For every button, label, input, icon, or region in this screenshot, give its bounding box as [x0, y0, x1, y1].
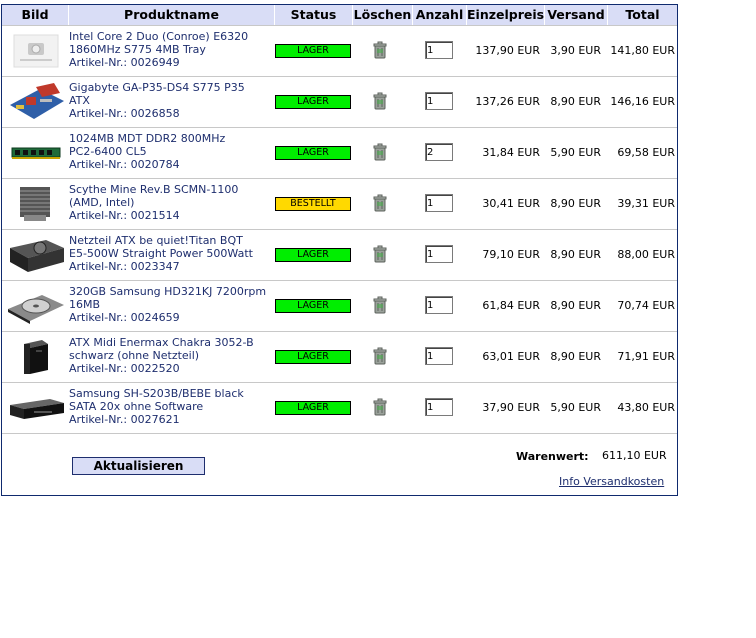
article-number: Artikel-Nr.: 0026858: [69, 107, 180, 120]
table-row: [2, 382, 677, 433]
row-total: 71,91 EUR: [617, 350, 675, 363]
header-bild: Bild: [2, 5, 69, 25]
product-name[interactable]: [69, 336, 277, 375]
status-badge: LAGER: [275, 44, 351, 58]
product-name-line2: 1860MHz S775 4MB Tray: [69, 43, 206, 56]
article-number: Artikel-Nr.: 0026949: [69, 56, 180, 69]
product-thumbnail[interactable]: [6, 236, 66, 274]
info-versandkosten-link[interactable]: Info Versandkosten: [559, 475, 665, 488]
shipping-cost: 8,90 EUR: [550, 248, 601, 261]
article-number: Artikel-Nr.: 0020784: [69, 158, 180, 171]
quantity-input[interactable]: [425, 398, 453, 416]
unit-price: 37,90 EUR: [482, 401, 540, 414]
table-row: [2, 280, 677, 331]
unit-price: 137,90 EUR: [475, 44, 540, 57]
status-badge: LAGER: [275, 248, 351, 262]
trash-icon[interactable]: [372, 194, 388, 212]
product-name[interactable]: [69, 30, 277, 69]
trash-icon[interactable]: [372, 41, 388, 59]
shipping-cost: 8,90 EUR: [550, 95, 601, 108]
product-thumbnail[interactable]: [6, 32, 66, 70]
update-button[interactable]: Aktualisieren: [72, 457, 205, 475]
product-thumbnail[interactable]: [6, 83, 66, 121]
product-name-line2: (AMD, Intel): [69, 196, 135, 209]
product-name-line1: Netzteil ATX be quiet!Titan BQT: [69, 234, 243, 247]
quantity-input[interactable]: [425, 245, 453, 263]
row-total: 69,58 EUR: [617, 146, 675, 159]
table-row: [2, 331, 677, 382]
product-name-line2: PC2-6400 CL5: [69, 145, 147, 158]
trash-icon[interactable]: [372, 296, 388, 314]
product-name-line1: Scythe Mine Rev.B SCMN-1100: [69, 183, 239, 196]
header-status: Status: [275, 5, 353, 25]
product-name[interactable]: [69, 285, 277, 324]
table-row: [2, 229, 677, 280]
table-row: [2, 127, 677, 178]
product-name-line1: Gigabyte GA-P35-DS4 S775 P35: [69, 81, 245, 94]
product-thumbnail[interactable]: [6, 338, 66, 376]
product-name-line1: Samsung SH-S203B/BEBE black: [69, 387, 244, 400]
product-name-line1: Intel Core 2 Duo (Conroe) E6320: [69, 30, 249, 43]
unit-price: 63,01 EUR: [482, 350, 540, 363]
unit-price: 30,41 EUR: [482, 197, 540, 210]
quantity-input[interactable]: [425, 194, 453, 212]
trash-icon[interactable]: [372, 398, 388, 416]
table-row: [2, 25, 677, 76]
cart-footer: [2, 433, 677, 488]
trash-icon[interactable]: [372, 143, 388, 161]
product-name-line1: 1024MB MDT DDR2 800MHz: [69, 132, 226, 145]
row-total: 146,16 EUR: [610, 95, 675, 108]
quantity-input[interactable]: [425, 296, 453, 314]
status-badge: LAGER: [275, 299, 351, 313]
status-badge: LAGER: [275, 95, 351, 109]
row-total: 43,80 EUR: [617, 401, 675, 414]
header-loeschen: Löschen: [353, 5, 413, 25]
header-einzelpreis: Einzelpreis: [467, 5, 545, 25]
warenwert-value: 611,10 EUR: [602, 449, 667, 462]
table-header: [2, 5, 677, 25]
warenwert-label: Warenwert:: [516, 450, 589, 463]
table-row: [2, 178, 677, 229]
quantity-input[interactable]: [425, 143, 453, 161]
row-total: 39,31 EUR: [617, 197, 675, 210]
header-versand: Versand: [545, 5, 608, 25]
unit-price: 79,10 EUR: [482, 248, 540, 261]
product-name[interactable]: [69, 132, 277, 171]
product-name-line1: 320GB Samsung HD321KJ 7200rpm: [69, 285, 267, 298]
product-name[interactable]: [69, 234, 277, 273]
unit-price: 31,84 EUR: [482, 146, 540, 159]
row-total: 141,80 EUR: [610, 44, 675, 57]
product-name-line1: ATX Midi Enermax Chakra 3052-B: [69, 336, 254, 349]
product-name-line2: 16MB: [69, 298, 101, 311]
product-name-line2: SATA 20x ohne Software: [69, 400, 204, 413]
header-anzahl: Anzahl: [413, 5, 467, 25]
article-number: Artikel-Nr.: 0027621: [69, 413, 180, 426]
header-produktname: Produktname: [69, 5, 275, 25]
article-number: Artikel-Nr.: 0024659: [69, 311, 180, 324]
shipping-cost: 8,90 EUR: [550, 197, 601, 210]
article-number: Artikel-Nr.: 0021514: [69, 209, 180, 222]
row-total: 88,00 EUR: [617, 248, 675, 261]
quantity-input[interactable]: [425, 92, 453, 110]
status-badge: LAGER: [275, 401, 351, 415]
status-badge: BESTELLT: [275, 197, 351, 211]
status-badge: LAGER: [275, 350, 351, 364]
product-name[interactable]: [69, 183, 277, 222]
trash-icon[interactable]: [372, 245, 388, 263]
trash-icon[interactable]: [372, 347, 388, 365]
product-name-line2: E5-500W Straight Power 500Watt: [69, 247, 253, 260]
product-thumbnail[interactable]: [6, 185, 66, 223]
status-badge: LAGER: [275, 146, 351, 160]
product-thumbnail[interactable]: [6, 287, 66, 325]
shipping-cost: 5,90 EUR: [550, 401, 601, 414]
article-number: Artikel-Nr.: 0023347: [69, 260, 180, 273]
product-name[interactable]: [69, 81, 277, 120]
product-thumbnail[interactable]: [6, 134, 66, 172]
product-name-line2: ATX: [69, 94, 90, 107]
trash-icon[interactable]: [372, 92, 388, 110]
quantity-input[interactable]: [425, 347, 453, 365]
shopping-cart-table: [1, 4, 678, 496]
product-name-line2: schwarz (ohne Netzteil): [69, 349, 200, 362]
shipping-cost: 8,90 EUR: [550, 350, 601, 363]
quantity-input[interactable]: [425, 41, 453, 59]
unit-price: 61,84 EUR: [482, 299, 540, 312]
product-thumbnail[interactable]: [6, 389, 66, 427]
shipping-cost: 8,90 EUR: [550, 299, 601, 312]
unit-price: 137,26 EUR: [475, 95, 540, 108]
shipping-cost: 3,90 EUR: [550, 44, 601, 57]
shipping-cost: 5,90 EUR: [550, 146, 601, 159]
article-number: Artikel-Nr.: 0022520: [69, 362, 180, 375]
row-total: 70,74 EUR: [617, 299, 675, 312]
product-name[interactable]: [69, 387, 277, 426]
table-row: [2, 76, 677, 127]
header-total: Total: [608, 5, 677, 25]
